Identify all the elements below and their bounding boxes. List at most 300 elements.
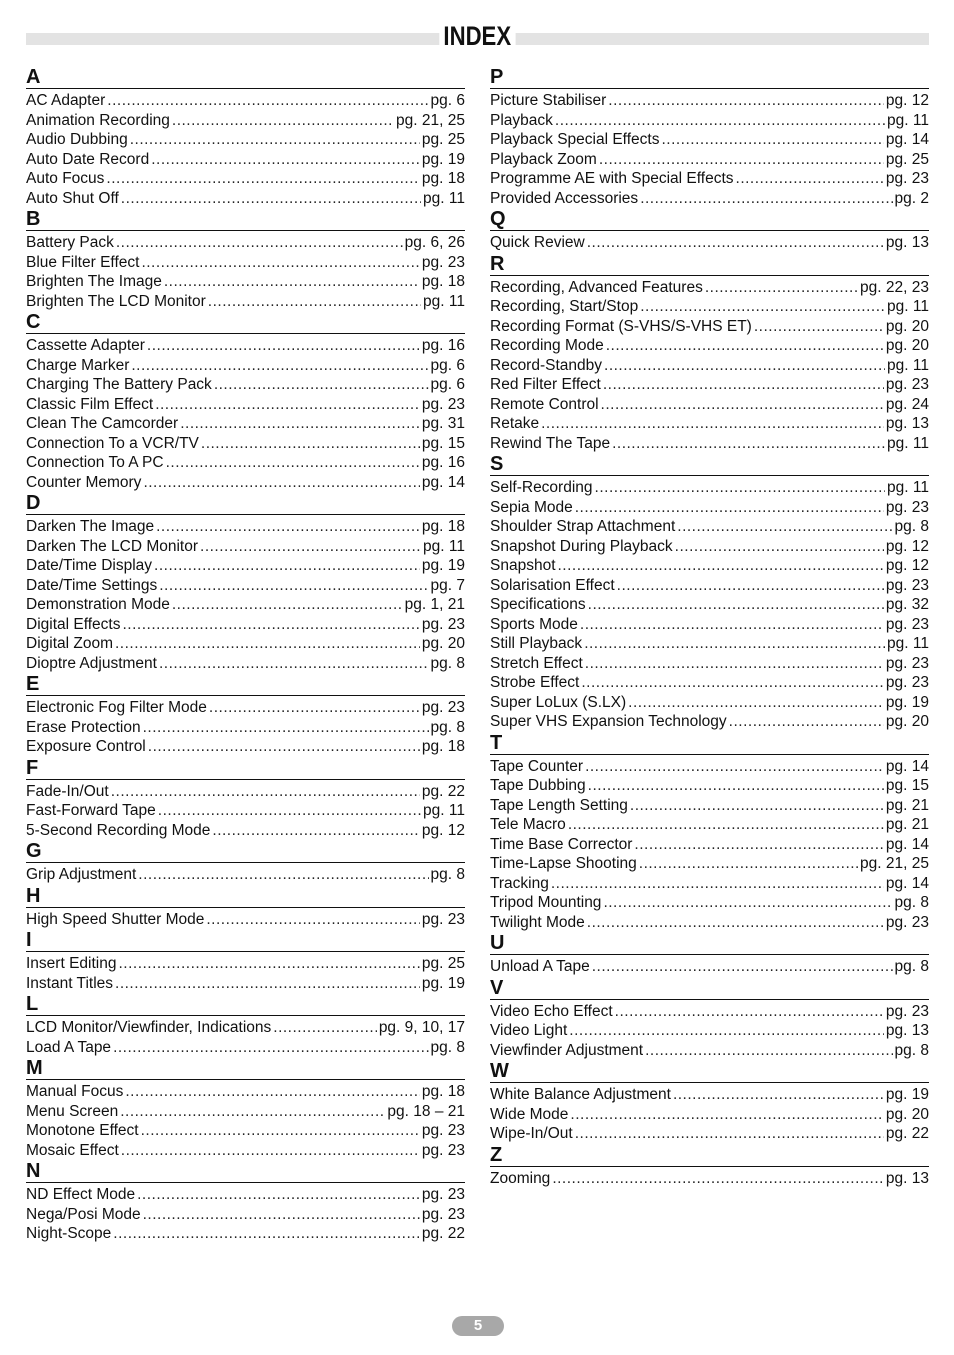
index-page-ref: pg. 23 xyxy=(885,913,929,931)
index-term: Playback xyxy=(490,111,553,129)
index-term: Connection To A PC xyxy=(26,454,164,471)
index-page-ref: pg. 18 xyxy=(421,518,465,535)
index-page-ref: pg. 23 xyxy=(885,1002,929,1020)
dot-leader xyxy=(754,317,884,337)
index-page-ref: pg. 11 xyxy=(423,189,465,207)
index-term: Nega/Posi Mode xyxy=(26,1205,141,1223)
index-page-ref: pg. 32 xyxy=(885,596,929,613)
section-letter: A xyxy=(26,66,465,89)
index-entry xyxy=(490,130,929,150)
index-entry xyxy=(26,615,465,635)
index-page-ref: pg. 14 xyxy=(421,473,465,491)
index-term: Cassette Adapter xyxy=(26,337,145,354)
index-entry xyxy=(26,453,465,473)
index-term: Playback Special Effects xyxy=(490,131,660,148)
index-section-e xyxy=(26,673,465,757)
dot-leader xyxy=(558,556,884,576)
index-term: Solarisation Effect xyxy=(490,576,615,594)
index-entry xyxy=(26,1224,465,1244)
index-page-ref: pg. 23 xyxy=(421,1141,465,1159)
index-entry xyxy=(490,1021,929,1041)
index-entry xyxy=(490,757,929,777)
index-entry xyxy=(26,111,465,131)
index-section-b xyxy=(26,208,465,311)
index-term: Tape Counter xyxy=(490,757,584,775)
index-term: Battery Pack xyxy=(26,234,114,251)
index-term: Stretch Effect xyxy=(490,654,583,672)
index-entry xyxy=(490,91,929,111)
index-page-ref: pg. 23 xyxy=(421,253,465,271)
dot-leader xyxy=(677,517,892,537)
index-term: Digital Zoom xyxy=(26,635,113,652)
index-page-ref: pg. 21, 25 xyxy=(860,855,929,872)
dot-leader xyxy=(592,957,893,977)
index-page-ref: pg. 8 xyxy=(894,518,929,535)
index-term: Red Filter Effect xyxy=(490,376,601,393)
index-term: Twilight Mode xyxy=(490,913,585,931)
index-entry xyxy=(490,537,929,557)
index-section-d xyxy=(26,492,465,673)
dot-leader xyxy=(645,1041,892,1061)
index-entry xyxy=(490,434,929,454)
index-term: Darken The LCD Monitor xyxy=(26,537,199,555)
index-section-r xyxy=(490,253,929,454)
index-entry xyxy=(26,910,465,930)
section-letter: G xyxy=(26,840,465,863)
index-page-ref: pg. 8 xyxy=(430,866,465,883)
index-page-ref: pg. 16 xyxy=(421,337,465,354)
dot-leader xyxy=(201,434,420,454)
dot-leader xyxy=(675,537,884,557)
index-entry xyxy=(490,796,929,816)
index-entry xyxy=(26,434,465,454)
dot-leader xyxy=(606,336,884,356)
index-page-ref: pg. 11 xyxy=(423,802,465,819)
index-entry xyxy=(26,1205,465,1225)
dot-leader xyxy=(172,111,394,131)
index-entry xyxy=(26,233,465,253)
index-left-column xyxy=(26,66,465,1244)
index-section-l xyxy=(26,993,465,1057)
section-letter: M xyxy=(26,1057,465,1080)
index-term: Fade-In/Out xyxy=(26,782,109,800)
index-page-ref: pg. 23 xyxy=(421,615,465,633)
dot-leader xyxy=(569,1021,884,1041)
index-term: Tele Macro xyxy=(490,816,566,833)
index-term: Wide Mode xyxy=(490,1105,569,1123)
index-page-ref: pg. 11 xyxy=(887,111,929,129)
dot-leader xyxy=(575,498,884,518)
section-letter: E xyxy=(26,673,465,696)
index-page-ref: pg. 23 xyxy=(421,1205,465,1223)
dot-leader xyxy=(209,698,420,718)
dot-leader xyxy=(138,865,428,885)
dot-leader xyxy=(158,801,421,821)
index-term: White Balance Adjustment xyxy=(490,1086,671,1103)
dot-leader xyxy=(640,297,885,317)
index-entry xyxy=(490,356,929,376)
index-entry xyxy=(490,297,929,317)
index-page-ref: pg. 23 xyxy=(885,376,929,393)
dot-leader xyxy=(151,150,420,170)
index-entry xyxy=(26,718,465,738)
section-letter: L xyxy=(26,993,465,1016)
index-entry xyxy=(26,595,465,615)
index-term: Snapshot xyxy=(490,557,556,574)
index-term: Clean The Camcorder xyxy=(26,415,179,432)
index-entry xyxy=(26,150,465,170)
dot-leader xyxy=(118,954,419,974)
index-entry xyxy=(26,517,465,537)
index-entry xyxy=(490,395,929,415)
index-page-ref: pg. 14 xyxy=(885,757,929,775)
dot-leader xyxy=(584,634,885,654)
index-entry xyxy=(490,1124,929,1144)
index-entry xyxy=(26,801,465,821)
index-term: Electronic Fog Filter Mode xyxy=(26,699,207,716)
section-letter: T xyxy=(490,732,929,755)
dot-leader xyxy=(581,673,884,693)
index-page-ref: pg. 21 xyxy=(885,816,929,833)
dot-leader xyxy=(617,576,884,596)
dot-leader xyxy=(141,253,419,273)
dot-leader xyxy=(131,356,428,376)
section-letter: V xyxy=(490,977,929,1000)
index-entry xyxy=(490,913,929,933)
dot-leader xyxy=(575,1124,884,1144)
index-entry xyxy=(26,414,465,434)
index-term: Audio Dubbing xyxy=(26,131,128,148)
index-page-ref: pg. 19 xyxy=(421,557,465,574)
index-term: Darken The Image xyxy=(26,518,155,535)
section-letter: W xyxy=(490,1060,929,1083)
index-term: Animation Recording xyxy=(26,111,170,129)
index-page-ref: pg. 23 xyxy=(885,498,929,516)
index-entry xyxy=(26,782,465,802)
index-page-ref: pg. 11 xyxy=(887,635,929,652)
index-entry xyxy=(490,854,929,874)
index-page-ref: pg. 8 xyxy=(894,894,929,911)
index-entry xyxy=(490,150,929,170)
index-page-ref: pg. 23 xyxy=(885,654,929,672)
index-entry xyxy=(26,130,465,150)
dot-leader xyxy=(159,654,429,674)
index-section-i xyxy=(26,929,465,993)
dot-leader xyxy=(107,91,428,111)
section-letter: Z xyxy=(490,1144,929,1167)
dot-leader xyxy=(673,1085,884,1105)
index-entry xyxy=(490,1041,929,1061)
index-term: Tape Dubbing xyxy=(490,777,586,794)
index-term: Date/Time Settings xyxy=(26,576,158,594)
dot-leader xyxy=(608,91,884,111)
dot-leader xyxy=(115,974,420,994)
index-entry xyxy=(490,1169,929,1189)
section-letter: Q xyxy=(490,208,929,231)
index-entry xyxy=(490,189,929,209)
dot-leader xyxy=(585,654,884,674)
index-entry xyxy=(490,336,929,356)
index-entry xyxy=(26,1018,465,1038)
index-page-ref: pg. 15 xyxy=(421,434,465,452)
dot-leader xyxy=(615,1002,884,1022)
index-entry xyxy=(490,776,929,796)
index-term: Still Playback xyxy=(490,635,583,652)
page-title-wrapper xyxy=(0,20,954,52)
index-entry xyxy=(26,336,465,356)
index-term: Connection To a VCR/TV xyxy=(26,434,199,452)
index-page-ref: pg. 8 xyxy=(894,958,929,975)
dot-leader xyxy=(137,1185,420,1205)
index-page-ref: pg. 6 xyxy=(430,92,465,109)
index-entry xyxy=(490,375,929,395)
index-section-a xyxy=(26,66,465,208)
index-entry xyxy=(26,375,465,395)
section-letter: P xyxy=(490,66,929,89)
index-term: Auto Shut Off xyxy=(26,189,119,207)
index-section-v xyxy=(490,977,929,1061)
dot-leader xyxy=(164,272,420,292)
index-page-ref: pg. 22 xyxy=(421,782,465,800)
index-entry xyxy=(490,498,929,518)
index-entry xyxy=(490,233,929,253)
dot-leader xyxy=(214,375,429,395)
dot-leader xyxy=(588,595,884,615)
index-page-ref: pg. 22 xyxy=(421,1225,465,1242)
dot-leader xyxy=(115,634,420,654)
index-entry xyxy=(490,693,929,713)
dot-leader xyxy=(113,1224,420,1244)
index-page-ref: pg. 25 xyxy=(421,955,465,972)
index-term: Unload A Tape xyxy=(490,958,590,975)
index-term: Mosaic Effect xyxy=(26,1141,119,1159)
index-section-q xyxy=(490,208,929,253)
index-term: Exposure Control xyxy=(26,738,146,755)
index-term: Monotone Effect xyxy=(26,1122,139,1139)
index-entry xyxy=(490,556,929,576)
dot-leader xyxy=(612,434,885,454)
index-entry xyxy=(490,835,929,855)
index-term: Rewind The Tape xyxy=(490,434,611,452)
index-page-ref: pg. 18 – 21 xyxy=(387,1102,465,1120)
index-page-ref: pg. 19 xyxy=(885,693,929,711)
index-term: Self-Recording xyxy=(490,479,593,496)
index-entry xyxy=(26,537,465,557)
dot-leader xyxy=(200,537,421,557)
dot-leader xyxy=(661,130,883,150)
section-letter: B xyxy=(26,208,465,231)
index-term: Tape Length Setting xyxy=(490,796,628,814)
index-entry xyxy=(26,1038,465,1058)
index-page-ref: pg. 8 xyxy=(430,718,465,736)
index-entry xyxy=(26,974,465,994)
index-entry xyxy=(490,517,929,537)
dot-leader xyxy=(585,757,884,777)
dot-leader xyxy=(601,395,884,415)
index-entry xyxy=(490,1002,929,1022)
index-term: Recording, Start/Stop xyxy=(490,298,639,315)
index-term: Programme AE with Special Effects xyxy=(490,170,734,187)
index-entry xyxy=(490,111,929,131)
dot-leader xyxy=(595,478,886,498)
dot-leader xyxy=(208,292,421,312)
index-entry xyxy=(26,634,465,654)
index-term: Recording Format (S-VHS/S-VHS ET) xyxy=(490,317,752,335)
dot-leader xyxy=(603,893,892,913)
index-section-z xyxy=(490,1144,929,1189)
index-page-ref: pg. 18 xyxy=(421,738,465,755)
index-term: Grip Adjustment xyxy=(26,866,137,883)
index-term: Wipe-In/Out xyxy=(490,1125,573,1142)
index-term: Recording, Advanced Features xyxy=(490,278,703,296)
dot-leader xyxy=(599,150,884,170)
index-term: Video Light xyxy=(490,1022,568,1039)
dot-leader xyxy=(587,913,884,933)
index-entry xyxy=(26,1141,465,1161)
index-page-ref: pg. 14 xyxy=(885,131,929,148)
index-term: Brighten The LCD Monitor xyxy=(26,292,206,310)
section-letter: H xyxy=(26,885,465,908)
index-entry xyxy=(26,1121,465,1141)
index-section-g xyxy=(26,840,465,885)
index-right-column xyxy=(490,66,929,1188)
dot-leader xyxy=(130,130,420,150)
index-page-ref: pg. 18 xyxy=(421,1083,465,1100)
index-entry xyxy=(26,954,465,974)
index-page-ref: pg. 11 xyxy=(887,479,929,496)
index-page-ref: pg. 23 xyxy=(421,910,465,928)
index-term: Counter Memory xyxy=(26,473,142,491)
dot-leader xyxy=(180,414,420,434)
index-term: Auto Date Record xyxy=(26,150,150,168)
index-term: Time Base Corrector xyxy=(490,835,633,853)
index-entry xyxy=(26,91,465,111)
index-entry xyxy=(490,874,929,894)
index-term: Sepia Mode xyxy=(490,498,573,516)
index-entry xyxy=(26,253,465,273)
index-term: Blue Filter Effect xyxy=(26,253,140,271)
dot-leader xyxy=(541,414,884,434)
index-page-ref: pg. 13 xyxy=(885,1169,929,1187)
index-page-ref: pg. 19 xyxy=(421,150,465,168)
index-section-m xyxy=(26,1057,465,1160)
index-page-ref: pg. 21 xyxy=(885,796,929,814)
dot-leader xyxy=(106,169,419,189)
index-entry xyxy=(26,395,465,415)
index-term: Tracking xyxy=(490,874,549,892)
index-page-ref: pg. 20 xyxy=(885,1105,929,1123)
index-entry xyxy=(490,654,929,674)
index-term: Auto Focus xyxy=(26,170,105,187)
index-entry xyxy=(26,292,465,312)
index-term: Playback Zoom xyxy=(490,150,597,168)
index-entry xyxy=(26,821,465,841)
index-page-ref: pg. 11 xyxy=(423,537,465,555)
index-page-ref: pg. 18 xyxy=(421,273,465,290)
index-entry xyxy=(26,272,465,292)
index-term: Erase Protection xyxy=(26,718,141,736)
index-term: Instant Titles xyxy=(26,974,114,992)
page-title: INDEX xyxy=(439,20,515,52)
index-page-ref: pg. 8 xyxy=(430,654,465,672)
index-term: Brighten The Image xyxy=(26,273,162,290)
index-term: Shoulder Strap Attachment xyxy=(490,518,676,535)
dot-leader xyxy=(206,910,420,930)
index-term: Specifications xyxy=(490,596,586,613)
dot-leader xyxy=(568,815,884,835)
dot-leader xyxy=(147,336,420,356)
index-term: Retake xyxy=(490,415,540,432)
dot-leader xyxy=(120,1102,385,1122)
index-page-ref: pg. 7 xyxy=(430,576,465,594)
index-term: Zooming xyxy=(490,1169,551,1187)
index-entry xyxy=(490,634,929,654)
index-term: Strobe Effect xyxy=(490,674,580,691)
dot-leader xyxy=(729,712,884,732)
index-page-ref: pg. 11 xyxy=(887,434,929,452)
index-entry xyxy=(26,473,465,493)
index-entry xyxy=(490,595,929,615)
index-page-ref: pg. 11 xyxy=(887,356,929,374)
index-term: Dioptre Adjustment xyxy=(26,654,157,672)
index-entry xyxy=(26,654,465,674)
index-entry xyxy=(26,737,465,757)
index-entry xyxy=(26,169,465,189)
index-section-n xyxy=(26,1160,465,1244)
index-term: High Speed Shutter Mode xyxy=(26,910,205,928)
index-term: Tripod Mounting xyxy=(490,894,602,911)
index-page-ref: pg. 23 xyxy=(885,576,929,594)
section-letter: C xyxy=(26,311,465,334)
index-page-ref: pg. 1, 21 xyxy=(404,596,465,613)
index-term: Super VHS Expansion Technology xyxy=(490,713,727,730)
index-term: Snapshot During Playback xyxy=(490,537,673,555)
index-term: Night-Scope xyxy=(26,1225,112,1242)
index-page-ref: pg. 20 xyxy=(885,713,929,730)
index-term: AC Adapter xyxy=(26,92,106,109)
index-entry xyxy=(26,1102,465,1122)
index-term: Super LoLux (S.LX) xyxy=(490,693,627,711)
section-letter: F xyxy=(26,757,465,780)
index-page-ref: pg. 18 xyxy=(421,170,465,187)
index-entry xyxy=(490,673,929,693)
index-term: Fast-Forward Tape xyxy=(26,802,156,819)
index-term: Charging The Battery Pack xyxy=(26,376,212,393)
dot-leader xyxy=(121,1141,420,1161)
index-entry xyxy=(490,1105,929,1125)
index-page-ref: pg. 20 xyxy=(885,337,929,354)
dot-leader xyxy=(588,776,884,796)
index-entry xyxy=(26,556,465,576)
index-page-ref: pg. 23 xyxy=(421,699,465,716)
index-section-h xyxy=(26,885,465,930)
dot-leader xyxy=(603,375,884,395)
dot-leader xyxy=(555,111,885,131)
dot-leader xyxy=(148,737,420,757)
index-term: Time-Lapse Shooting xyxy=(490,855,637,872)
dot-leader xyxy=(143,473,419,493)
index-page-ref: pg. 11 xyxy=(423,292,465,310)
index-term: Video Echo Effect xyxy=(490,1002,613,1020)
index-page-ref: pg. 23 xyxy=(885,170,929,187)
index-page-ref: pg. 23 xyxy=(885,674,929,691)
dot-leader xyxy=(630,796,884,816)
dot-leader xyxy=(551,874,884,894)
section-letter: N xyxy=(26,1160,465,1183)
dot-leader xyxy=(113,1038,428,1058)
index-page-ref: pg. 25 xyxy=(885,150,929,168)
index-section-t xyxy=(490,732,929,933)
